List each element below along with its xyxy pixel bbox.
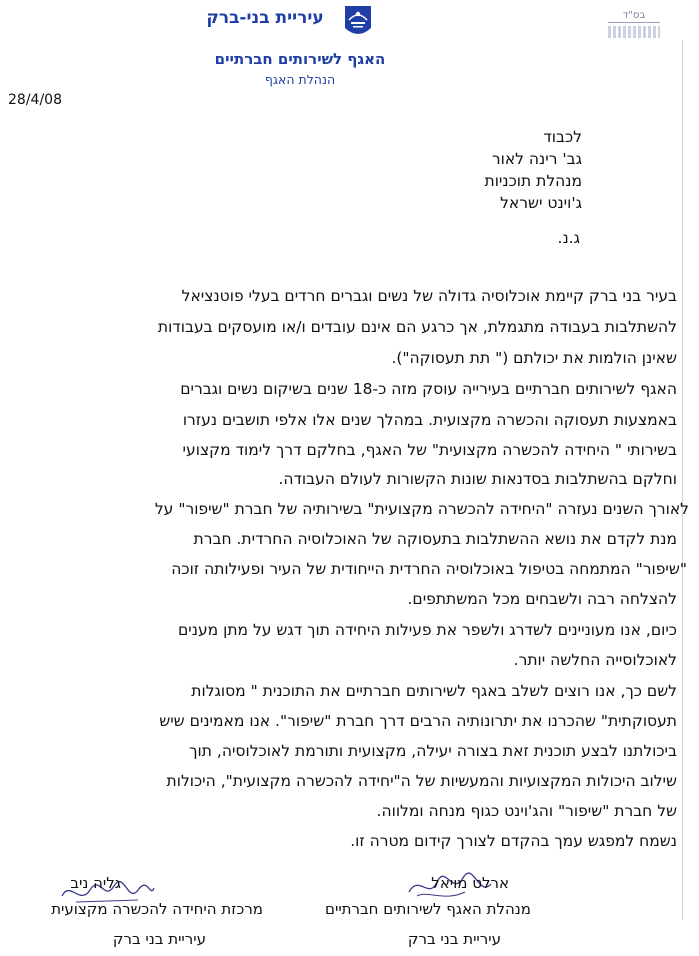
body-line: נשמח למפגש עמך בהקדם לצורך קידום מטרה זו. — [350, 832, 677, 850]
bsd-pattern — [608, 26, 660, 38]
body-line: כיום, אנו מעוניינים לשדרג ולשפר את פעילות היחידה תוך דגש על מתן מענים — [178, 621, 677, 639]
body-line: להצלחה רבה ולשבחים מכל המשתתפים. — [407, 590, 677, 608]
signatory-organization: עיריית בני ברק — [407, 930, 501, 948]
body-line: לשם כך, אנו רוצים לשלב באגף לשירותים חברתיים את התוכנית " מסוגלות — [191, 682, 677, 700]
body-line: "שיפור" המתמחה בטיפול באוכלוסיה החרדית הייחודית של העיר ופעילותה זוכה — [171, 560, 687, 578]
signatory-organization: עיריית בני ברק — [112, 930, 206, 948]
bsd-label: בס"ד — [608, 10, 660, 23]
body-line: תעסוקתית" שהכרנו את יתרונותיה הרבים דרך חברת "שיפור". אנו מאמינים שיש — [159, 712, 677, 730]
body-line: להשתלבות בעבודה מתגמלת, אך כרגע הם אינם עובדים ו/או מועסקים בעבודות — [157, 318, 677, 336]
bsd-mark — [608, 10, 660, 42]
signatory-name: גליה ניב — [70, 874, 121, 892]
greeting: ג.נ. — [557, 229, 580, 247]
body-line: האגף לשירותים חברתיים בעירייה עוסק מזה כ-18 שנים בשיקום נשים וגברים — [180, 380, 677, 398]
city-crest-icon — [343, 4, 373, 40]
addressee-line: גב' רינה לאור — [491, 150, 582, 168]
signatory-title: מנהלת האגף לשירותים חברתיים — [325, 900, 531, 918]
letter-date: 28/4/08 — [8, 92, 62, 108]
signatory-name: ארלט מויאל — [431, 874, 509, 892]
addressee-line: לכבוד — [543, 128, 582, 146]
page-edge-line — [682, 40, 683, 920]
body-line: לאורך השנים נעזרה "היחידה להכשרה מקצועית" בשירותיה של חברת "שיפור" על — [154, 500, 689, 518]
addressee-line: מנהלת תוכניות — [484, 172, 582, 190]
body-line: של חברת "שיפור" והג'וינט כגוף מנחה ומלווה. — [376, 802, 677, 820]
body-line: וחלקם בהשתלבות בסדנאות שונות הקשורות לעולם העבודה. — [278, 470, 677, 488]
addressee-line: ג'וינט ישראל — [500, 194, 582, 212]
body-line: באמצעות תעסוקה והכשרה מקצועית. במהלך שנים אלו אלפי תושבים נעזרו — [182, 411, 677, 429]
body-line: בעיר בני ברק קיימת אוכלוסיה גדולה של נשים וגברים חרדים בעלי פוטנציאל — [181, 287, 677, 305]
department-management: הנהלת האגף — [264, 72, 336, 87]
body-line: שילוב היכולות המקצועיות והמעשיות של ה"יחידה להכשרה מקצועית", היכולות — [166, 772, 677, 790]
body-line: בשירותי " היחידה להכשרה מקצועית" של האגף, בחלקם דרך לימוד מקצועי — [182, 441, 677, 459]
department-name: האגף לשירותים חברתיים — [214, 50, 386, 68]
city-name: עיריית בני-ברק — [206, 8, 324, 28]
body-line: ביכולתנו לבצע תוכנית זאת בצורה יעילה, מקצועית ותורמת לאוכלוסיה, תוך — [189, 742, 677, 760]
body-line: לאוכלוסייה החלשה יותר. — [513, 651, 677, 669]
body-line: מנת לקדם את נושא ההשתלבות בתעסוקה של האוכלוסיה החרדית. חברת — [193, 530, 677, 548]
signatory-title: מרכזת היחידה להכשרה מקצועית — [51, 900, 263, 918]
body-line: שאינן הולמות את יכולתם (" תת תעסוקה"). — [391, 349, 677, 367]
